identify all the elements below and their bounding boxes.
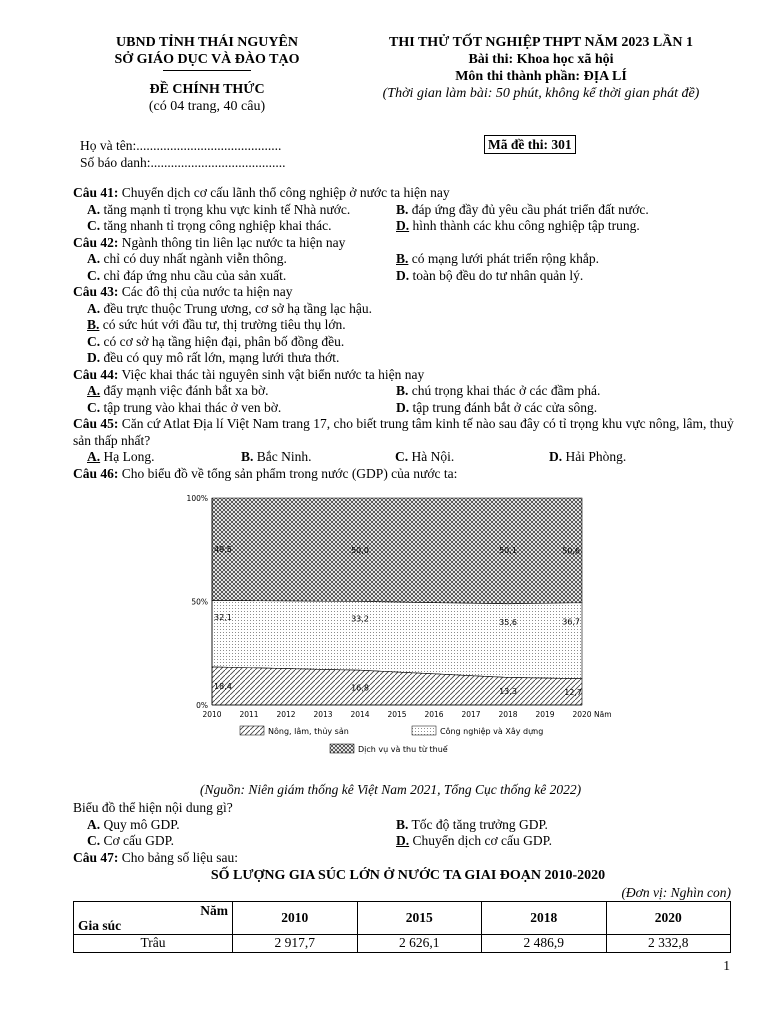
q44-option-a: A. đẩy mạnh việc đánh bắt xa bờ. bbox=[87, 383, 269, 398]
q46-question: Biểu đồ thể hiện nội dung gì? bbox=[73, 800, 233, 815]
q46-option-c: C. Cơ cấu GDP. bbox=[87, 833, 175, 848]
q41-option-b: B. đáp ứng đầy đủ yêu cầu phát triển đất nước. bbox=[396, 201, 649, 217]
table-corner-cell: Năm Gia súc bbox=[74, 902, 233, 935]
data-label-industry: 36,7 bbox=[562, 617, 580, 627]
table-year-header: 2020 bbox=[606, 902, 731, 935]
table-cell: 2 917,7 bbox=[233, 935, 358, 953]
q43-option-a: A. đều trực thuộc Trung ương, cơ sở hạ tầng lạc hậu. bbox=[87, 300, 373, 316]
table-year-header: 2018 bbox=[482, 902, 607, 935]
table-row-label: Trâu bbox=[74, 935, 233, 953]
official-label: ĐỀ CHÍNH THỨC bbox=[149, 82, 265, 97]
q45-option-a: A. Hạ Long. bbox=[87, 449, 155, 464]
exam-duration: (Thời gian làm bài: 50 phút, không kể thời gian phát đề) bbox=[382, 86, 700, 101]
header-left bbox=[72, 34, 342, 115]
q46-option-b: B. Tốc độ tăng trưởng GDP. bbox=[396, 816, 548, 832]
table-year-header: 2015 bbox=[357, 902, 482, 935]
x-tick-label: 2011 bbox=[239, 710, 259, 719]
legend-swatch-agriculture bbox=[240, 726, 264, 735]
x-tick-label: 2016 bbox=[424, 710, 444, 719]
table-cell: 2 626,1 bbox=[357, 935, 482, 953]
data-label-services: 49,5 bbox=[214, 545, 232, 555]
questions-block-2 bbox=[73, 800, 743, 953]
question-46: Câu 46: Cho biểu đồ về tổng sản phẩm trong nước (GDP) của nước ta: bbox=[73, 465, 458, 481]
authority-line: UBND TỈNH THÁI NGUYÊN bbox=[116, 35, 298, 50]
header-right bbox=[346, 34, 736, 102]
x-tick-label: 2013 bbox=[313, 710, 333, 719]
candidate-info bbox=[80, 137, 286, 171]
question-42: Câu 42: Ngành thông tin liên lạc nước ta hiện nay bbox=[73, 234, 346, 250]
area-industry bbox=[212, 600, 582, 678]
q42-option-b: B. có mạng lưới phát triển rộng khắp. bbox=[396, 251, 600, 266]
table-header-row bbox=[74, 902, 731, 935]
q45-option-b: B. Bắc Ninh. bbox=[241, 449, 312, 464]
q45-option-d: D. Hải Phòng. bbox=[549, 449, 627, 464]
table-unit: (Đơn vị: Nghìn con) bbox=[621, 884, 731, 900]
exam-subject-group: Bài thi: Khoa học xã hội bbox=[468, 52, 614, 67]
question-45: Câu 45: Căn cứ Atlat Địa lí Việt Nam trang 17, cho biết trung tâm kinh tế nào sau đây có tỉ trọng khu vực nông, lâm, thuỷ sản thấp nhất? bbox=[73, 416, 734, 448]
legend-label-services: Dịch vụ và thu từ thuế bbox=[358, 745, 448, 754]
candidate-name-line: Họ và tên:........................................... bbox=[80, 138, 282, 153]
question-41: Câu 41: Chuyển dịch cơ cấu lãnh thổ công nghiệp ở nước ta hiện nay bbox=[73, 185, 450, 200]
table-cell: 2 332,8 bbox=[606, 935, 731, 953]
q41-option-a: A. tăng mạnh tỉ trọng khu vực kinh tế Nhà nước. bbox=[87, 201, 351, 217]
q43-option-c: C. có cơ sở hạ tầng hiện đại, phân bố đồng đều. bbox=[87, 333, 345, 349]
y-tick-label: 0% bbox=[196, 701, 208, 710]
question-43: Câu 43: Các đô thị của nước ta hiện nay bbox=[73, 284, 293, 299]
data-label-agriculture: 12,7 bbox=[564, 687, 582, 697]
data-label-industry: 35,6 bbox=[499, 618, 517, 628]
legend-swatch-services bbox=[330, 744, 354, 753]
legend-label-agriculture: Nông, lâm, thủy sản bbox=[268, 727, 349, 736]
legend-label-industry: Công nghiệp và Xây dựng bbox=[440, 727, 544, 736]
pages-note: (có 04 trang, 40 câu) bbox=[148, 99, 266, 114]
data-label-industry: 33,2 bbox=[351, 614, 369, 624]
gdp-structure-chart bbox=[180, 490, 630, 770]
x-tick-label: 2018 bbox=[498, 710, 518, 719]
x-tick-label: 2017 bbox=[461, 710, 481, 719]
q43-option-d: D. đều có quy mô rất lớn, mạng lưới thưa thớt. bbox=[87, 350, 340, 365]
x-tick-label: 2015 bbox=[387, 710, 407, 719]
exam-code-box: Mã đề thi: 301 bbox=[484, 135, 576, 154]
y-tick-label: 100% bbox=[186, 494, 208, 503]
q46-option-a: A. Quy mô GDP. bbox=[87, 816, 180, 832]
area-services bbox=[212, 498, 582, 604]
table-row bbox=[74, 935, 731, 953]
q44-option-b: B. chú trọng khai thác ở các đầm phá. bbox=[396, 383, 601, 398]
data-label-services: 50,6 bbox=[562, 546, 580, 556]
data-label-industry: 32,1 bbox=[214, 613, 232, 623]
x-tick-label: 2012 bbox=[276, 710, 296, 719]
exam-title: THI THỬ TỐT NGHIỆP THPT NĂM 2023 LẦN 1 bbox=[389, 35, 693, 50]
chart-source: (Nguồn: Niên giám thống kê Việt Nam 2021, Tổng Cục thống kê 2022) bbox=[200, 782, 582, 797]
x-tick-label: 2019 bbox=[535, 710, 555, 719]
q42-option-c: C. chỉ đáp ứng nhu cầu của sản xuất. bbox=[87, 267, 287, 283]
x-tick-label: 2010 bbox=[202, 710, 222, 719]
x-tick-label: 2014 bbox=[350, 710, 370, 719]
header-divider bbox=[163, 70, 251, 71]
data-label-services: 50,0 bbox=[351, 545, 369, 555]
questions-block bbox=[73, 185, 743, 482]
q43-option-b: B. có sức hút với đầu tư, thị trường tiêu thụ lớn. bbox=[87, 317, 346, 332]
q46-option-d: D. Chuyển dịch cơ cấu GDP. bbox=[396, 833, 552, 848]
question-47: Câu 47: Cho bảng số liệu sau: bbox=[73, 849, 239, 865]
exam-subject: Môn thi thành phần: ĐỊA LÍ bbox=[455, 69, 627, 84]
y-tick-label: 50% bbox=[191, 597, 208, 607]
q41-option-d: D. hình thành các khu công nghiệp tập trung. bbox=[396, 218, 640, 233]
q42-option-a: A. chỉ có duy nhất ngành viễn thông. bbox=[87, 251, 287, 266]
table-cell: 2 486,9 bbox=[482, 935, 607, 953]
table-title: SỐ LƯỢNG GIA SÚC LỚN Ở NƯỚC TA GIAI ĐOẠN 2010-2020 bbox=[210, 868, 606, 883]
x-tick-label: 2020 bbox=[572, 710, 592, 719]
data-label-agriculture: 13,3 bbox=[499, 687, 517, 697]
page-number: 1 bbox=[723, 958, 730, 973]
legend-swatch-industry bbox=[412, 726, 436, 735]
livestock-table bbox=[73, 901, 731, 953]
candidate-id-line: Số báo danh:........................................ bbox=[80, 155, 286, 170]
data-label-agriculture: 18,4 bbox=[214, 681, 232, 691]
table-year-header: 2010 bbox=[233, 902, 358, 935]
q44-option-d: D. tập trung đánh bắt ở các cửa sông. bbox=[396, 399, 598, 415]
data-label-services: 50,1 bbox=[499, 545, 517, 555]
q42-option-d: D. toàn bộ đều do tư nhân quản lý. bbox=[396, 267, 584, 283]
q44-option-c: C. tập trung vào khai thác ở ven bờ. bbox=[87, 399, 282, 415]
department-line: SỞ GIÁO DỤC VÀ ĐÀO TẠO bbox=[114, 52, 300, 67]
question-44: Câu 44: Việc khai thác tài nguyên sinh vật biển nước ta hiện nay bbox=[73, 366, 425, 382]
q41-option-c: C. tăng nhanh tỉ trọng công nghiệp khai thác. bbox=[87, 218, 332, 233]
data-label-agriculture: 16,8 bbox=[351, 683, 369, 693]
q45-option-c: C. Hà Nội. bbox=[395, 449, 455, 464]
x-axis-unit: Năm bbox=[594, 710, 612, 719]
